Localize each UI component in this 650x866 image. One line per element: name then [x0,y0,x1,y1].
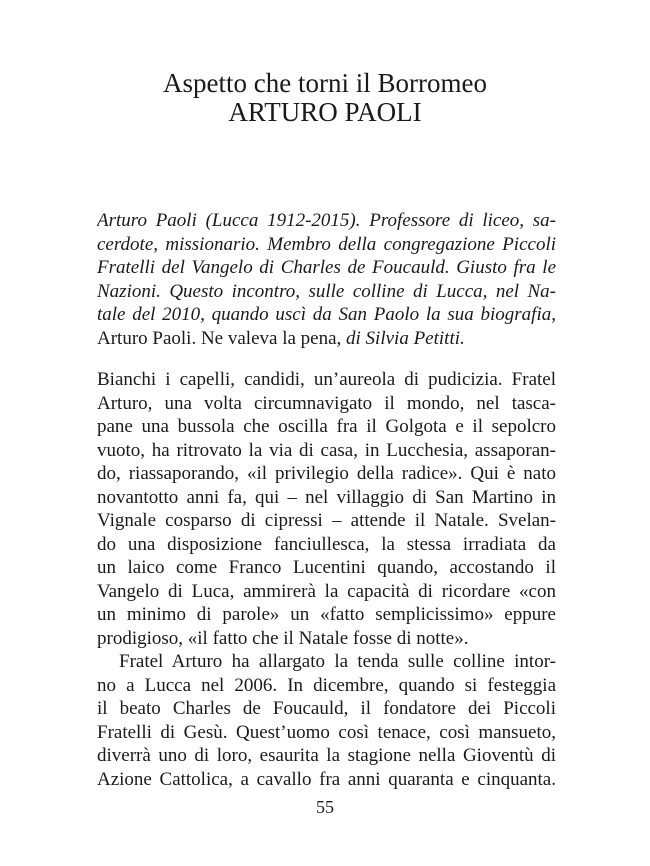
body-line: novantotto anni fa, qui – nel villaggio di San Martino in [97,486,556,508]
body-line: Fratelli di Gesù. Quest’uomo così tenace, così mansueto, [97,721,556,743]
intro-author-credit: , di Silvia Petitti. [336,327,465,349]
intro-last-line [97,327,556,351]
chapter-title: Aspetto che torni il Borromeo [163,68,487,98]
body-line: prodigioso, «il fatto che il Natale fosse di notte». [97,627,469,649]
body-line: do, riassaporando, «il privilegio della radice». Qui è nato [97,463,556,484]
chapter-subject-name: ARTURO PAOLI [228,97,422,127]
body-line: pane una bussola che oscilla fra il Golgota e il sepolcro [97,416,556,437]
body-line: Azione Cattolica, a cavallo fra anni quaranta e cinquanta. [97,768,556,790]
body-line: diverrà uno di loro, esaurita la stagione nella Gioventù di [97,745,556,766]
intro-line: tale del 2010, quando uscì da San Paolo la sua biografia, [97,304,556,325]
intro-book-title: Arturo Paoli. Ne valeva la pena [97,327,337,349]
intro-paragraph [97,209,556,350]
intro-line: Arturo Paoli (Lucca 1912-2015). Professore di liceo, sa- [97,210,556,231]
body-line: Bianchi i capelli, candidi, un’aureola di pudicizia. Fratel [97,369,556,390]
page-number: 55 [316,797,334,817]
body-line: un minimo di parole» un «fatto semplicissimo» eppure [97,604,556,625]
body-line: Vangelo di Luca, ammirerà la capacità di ricordare «con [97,580,556,602]
body-line: no a Lucca nel 2006. In dicembre, quando si festeggia [97,674,556,696]
intro-line: Fratelli del Vangelo di Charles de Foucauld. Giusto fra le [97,257,556,278]
body-text [97,368,556,791]
body-line: un laico come Franco Lucentini quando, accostando il [97,557,556,578]
body-line: vuoto, ha ritrovato la via di casa, in Lucchesia, assaporan- [97,439,556,461]
intro-line: cerdote, missionario. Membro della congregazione Piccoli [97,233,556,255]
body-line: Arturo, una volta circumnavigato il mondo, nel tasca- [97,392,556,414]
body-line: do una disposizione fanciullesca, la stessa irradiata da [97,533,556,555]
intro-line: Nazioni. Questo incontro, sulle colline di Lucca, nel Na- [97,280,556,302]
body-line: Fratel Arturo ha allargato la tenda sulle colline intor- [119,651,556,672]
body-line: Vignale cosparso di cipressi – attende il Natale. Svelan- [97,510,556,531]
body-line: il beato Charles de Foucauld, il fondatore dei Piccoli [97,698,556,719]
